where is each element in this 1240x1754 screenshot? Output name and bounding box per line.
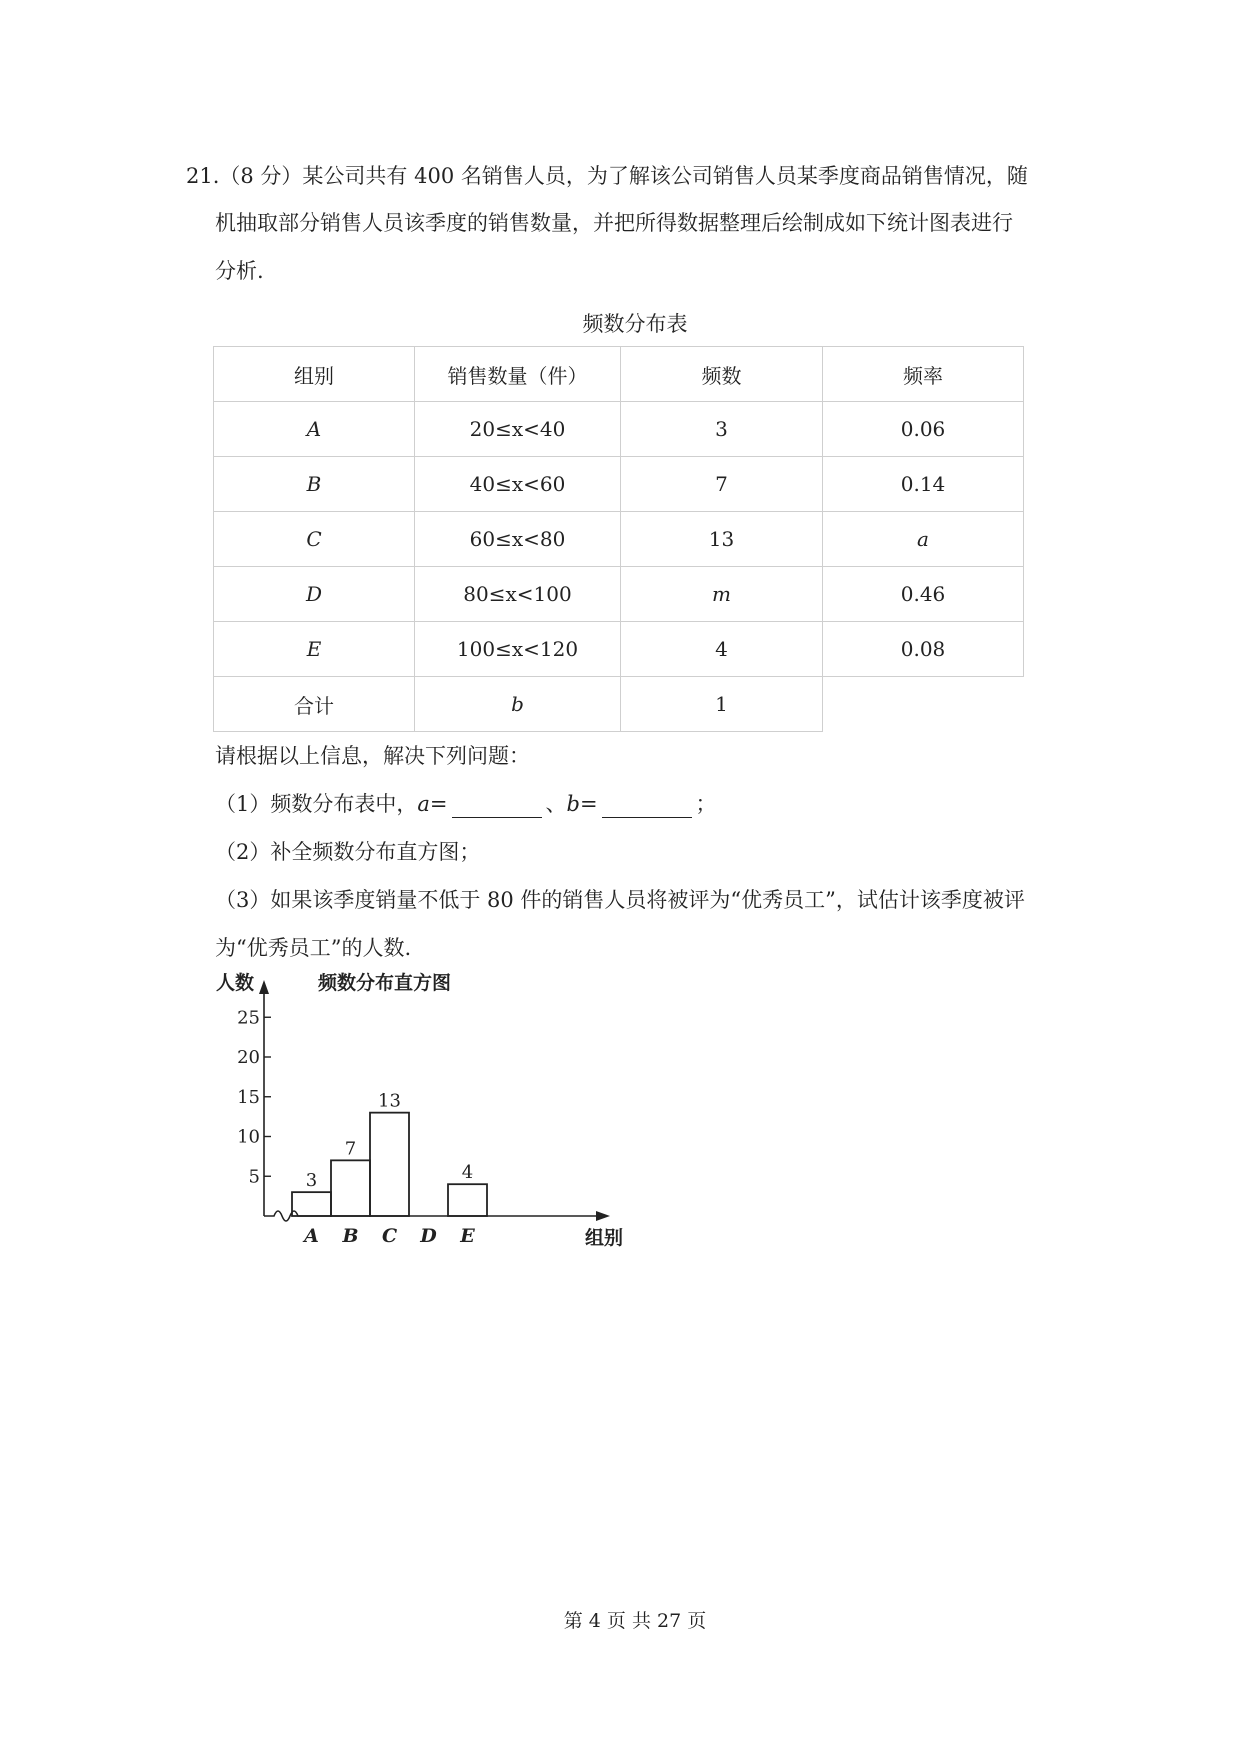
answer-blank-a[interactable] xyxy=(452,797,542,818)
chart-xlabel: 组别 xyxy=(585,1227,624,1249)
y-tick-label: 25 xyxy=(237,1007,260,1029)
table-cell: A xyxy=(214,402,415,457)
q1-a-label: a= xyxy=(417,792,448,816)
x-category-label: E xyxy=(460,1225,475,1247)
y-tick-label: 20 xyxy=(237,1047,260,1068)
table-cell: 0.06 xyxy=(823,402,1024,457)
bar-data-label: 3 xyxy=(305,1170,318,1192)
x-category-label: D xyxy=(420,1225,437,1247)
question-line-1: 21.（8 分）某公司共有 400 名销售人员，为了解该公司销售人员某季度商品销售情况，随 xyxy=(186,164,1028,188)
table-row xyxy=(214,457,1024,512)
x-category-label: A xyxy=(304,1225,319,1247)
table-row xyxy=(214,512,1024,567)
histogram-bar xyxy=(448,1184,487,1216)
page-footer: 第 4 页 共 27 页 xyxy=(563,1610,707,1632)
x-category-label: C xyxy=(381,1225,398,1247)
frequency-table xyxy=(213,346,1024,732)
question-2: （2）补全频数分布直方图； xyxy=(215,840,481,864)
table-header: 频数 xyxy=(621,347,823,402)
y-tick-label: 10 xyxy=(237,1126,260,1148)
table-caption: 频数分布表 xyxy=(582,312,688,336)
table-cell-empty xyxy=(823,677,1024,732)
histogram-bar xyxy=(292,1192,331,1216)
table-cell: 13 xyxy=(621,512,823,567)
table-cell: E xyxy=(214,622,415,677)
q1-separator: 、 xyxy=(545,792,567,816)
table-cell: 4 xyxy=(621,622,823,677)
question-3-line-1: （3）如果该季度销量不低于 80 件的销售人员将被评为“优秀员工”，试估计该季度被评 xyxy=(215,888,1025,912)
table-header: 频率 xyxy=(823,347,1024,402)
q1-prefix: （1）频数分布表中， xyxy=(215,792,418,816)
table-header-row xyxy=(214,347,1024,402)
x-axis-arrow-icon xyxy=(596,1211,610,1221)
table-row-total xyxy=(214,677,1024,732)
histogram-chart xyxy=(210,968,650,1258)
table-cell: 合计 xyxy=(214,677,415,732)
q1-b-label: b= xyxy=(566,792,598,816)
chart-title: 频数分布直方图 xyxy=(318,972,452,994)
table-cell: 0.14 xyxy=(823,457,1024,512)
question-3-line-2: 为“优秀员工”的人数. xyxy=(215,936,412,960)
table-row xyxy=(214,402,1024,457)
y-tick-label: 5 xyxy=(248,1166,260,1188)
question-line-2: 机抽取部分销售人员该季度的销售数量，并把所得数据整理后绘制成如下统计图表进行 xyxy=(215,211,1013,235)
table-cell: 1 xyxy=(621,677,823,732)
y-tick-label: 15 xyxy=(237,1086,260,1108)
table-cell: 100≤x<120 xyxy=(415,622,621,677)
chart-ylabel: 人数 xyxy=(216,972,255,994)
table-cell: 0.46 xyxy=(823,567,1024,622)
table-header: 销售数量（件） xyxy=(415,347,621,402)
question-line-3: 分析. xyxy=(215,259,264,283)
answer-blank-b[interactable] xyxy=(602,797,692,818)
bar-data-label: 7 xyxy=(344,1138,357,1160)
table-cell: 3 xyxy=(621,402,823,457)
bar-data-label: 13 xyxy=(378,1090,401,1112)
instructions-intro: 请根据以上信息，解决下列问题： xyxy=(215,744,530,768)
table-cell: D xyxy=(214,567,415,622)
table-row xyxy=(214,622,1024,677)
table-cell: 20≤x<40 xyxy=(415,402,621,457)
y-axis-arrow-icon xyxy=(259,980,269,994)
table-header: 组别 xyxy=(214,347,415,402)
histogram-bar xyxy=(331,1160,370,1216)
table-cell: a xyxy=(823,512,1024,567)
table-cell: 0.08 xyxy=(823,622,1024,677)
table-row xyxy=(214,567,1024,622)
table-cell: 7 xyxy=(621,457,823,512)
x-category-label: B xyxy=(342,1225,359,1247)
table-cell: m xyxy=(621,567,823,622)
histogram-bar xyxy=(370,1113,409,1216)
table-cell: 60≤x<80 xyxy=(415,512,621,567)
table-cell: 40≤x<60 xyxy=(415,457,621,512)
table-cell: b xyxy=(415,677,621,732)
q1-end: ； xyxy=(695,792,717,816)
table-cell: B xyxy=(214,457,415,512)
question-1 xyxy=(215,790,717,818)
table-cell: 80≤x<100 xyxy=(415,567,621,622)
bar-data-label: 4 xyxy=(461,1162,474,1184)
table-cell: C xyxy=(214,512,415,567)
